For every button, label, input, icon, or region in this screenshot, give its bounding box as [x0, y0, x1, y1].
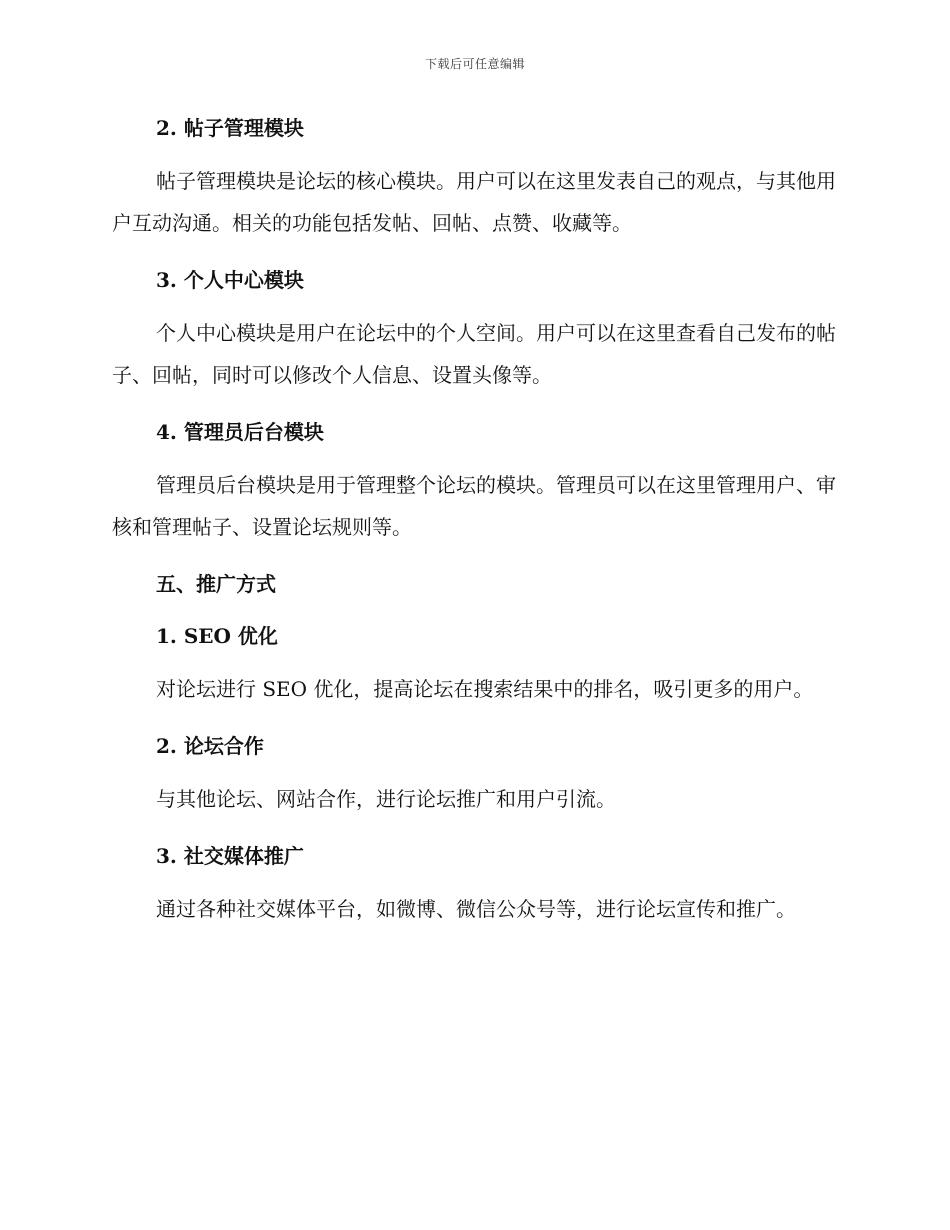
- paragraph-social-media: 通过各种社交媒体平台，如微博、微信公众号等，进行论坛宣传和推广。: [156, 897, 796, 921]
- paragraph-admin-backend: 管理员后台模块是用于管理整个论坛的模块。管理员可以在这里管理用户、审核和管理帖子、设置论坛规则等。: [112, 473, 836, 539]
- section-heading-social-media: 3. 社交媒体推广: [156, 844, 304, 868]
- paragraph-personal-center: 个人中心模块是用户在论坛中的个人空间。用户可以在这里查看自己发布的帖子、回帖，同时可以修改个人信息、设置头像等。: [112, 321, 836, 387]
- chapter-heading-promotion: 五、推广方式: [156, 572, 276, 596]
- section-heading-post-management: 2. 帖子管理模块: [156, 116, 304, 140]
- document-body: [112, 112, 836, 930]
- paragraph-post-management: 帖子管理模块是论坛的核心模块。用户可以在这里发表自己的观点，与其他用户互动沟通。相关的功能包括发帖、回帖、点赞、收藏等。: [112, 169, 836, 235]
- section-heading-forum-cooperation: 2. 论坛合作: [156, 734, 264, 758]
- paragraph-seo: 对论坛进行 SEO 优化，提高论坛在搜索结果中的排名，吸引更多的用户。: [156, 677, 814, 701]
- section-heading-seo: 1. SEO 优化: [156, 624, 278, 648]
- page-header: 下载后可任意编辑: [424, 57, 525, 71]
- section-heading-personal-center: 3. 个人中心模块: [156, 268, 304, 292]
- section-heading-admin-backend: 4. 管理员后台模块: [156, 420, 324, 444]
- paragraph-forum-cooperation: 与其他论坛、网站合作，进行论坛推广和用户引流。: [156, 787, 616, 811]
